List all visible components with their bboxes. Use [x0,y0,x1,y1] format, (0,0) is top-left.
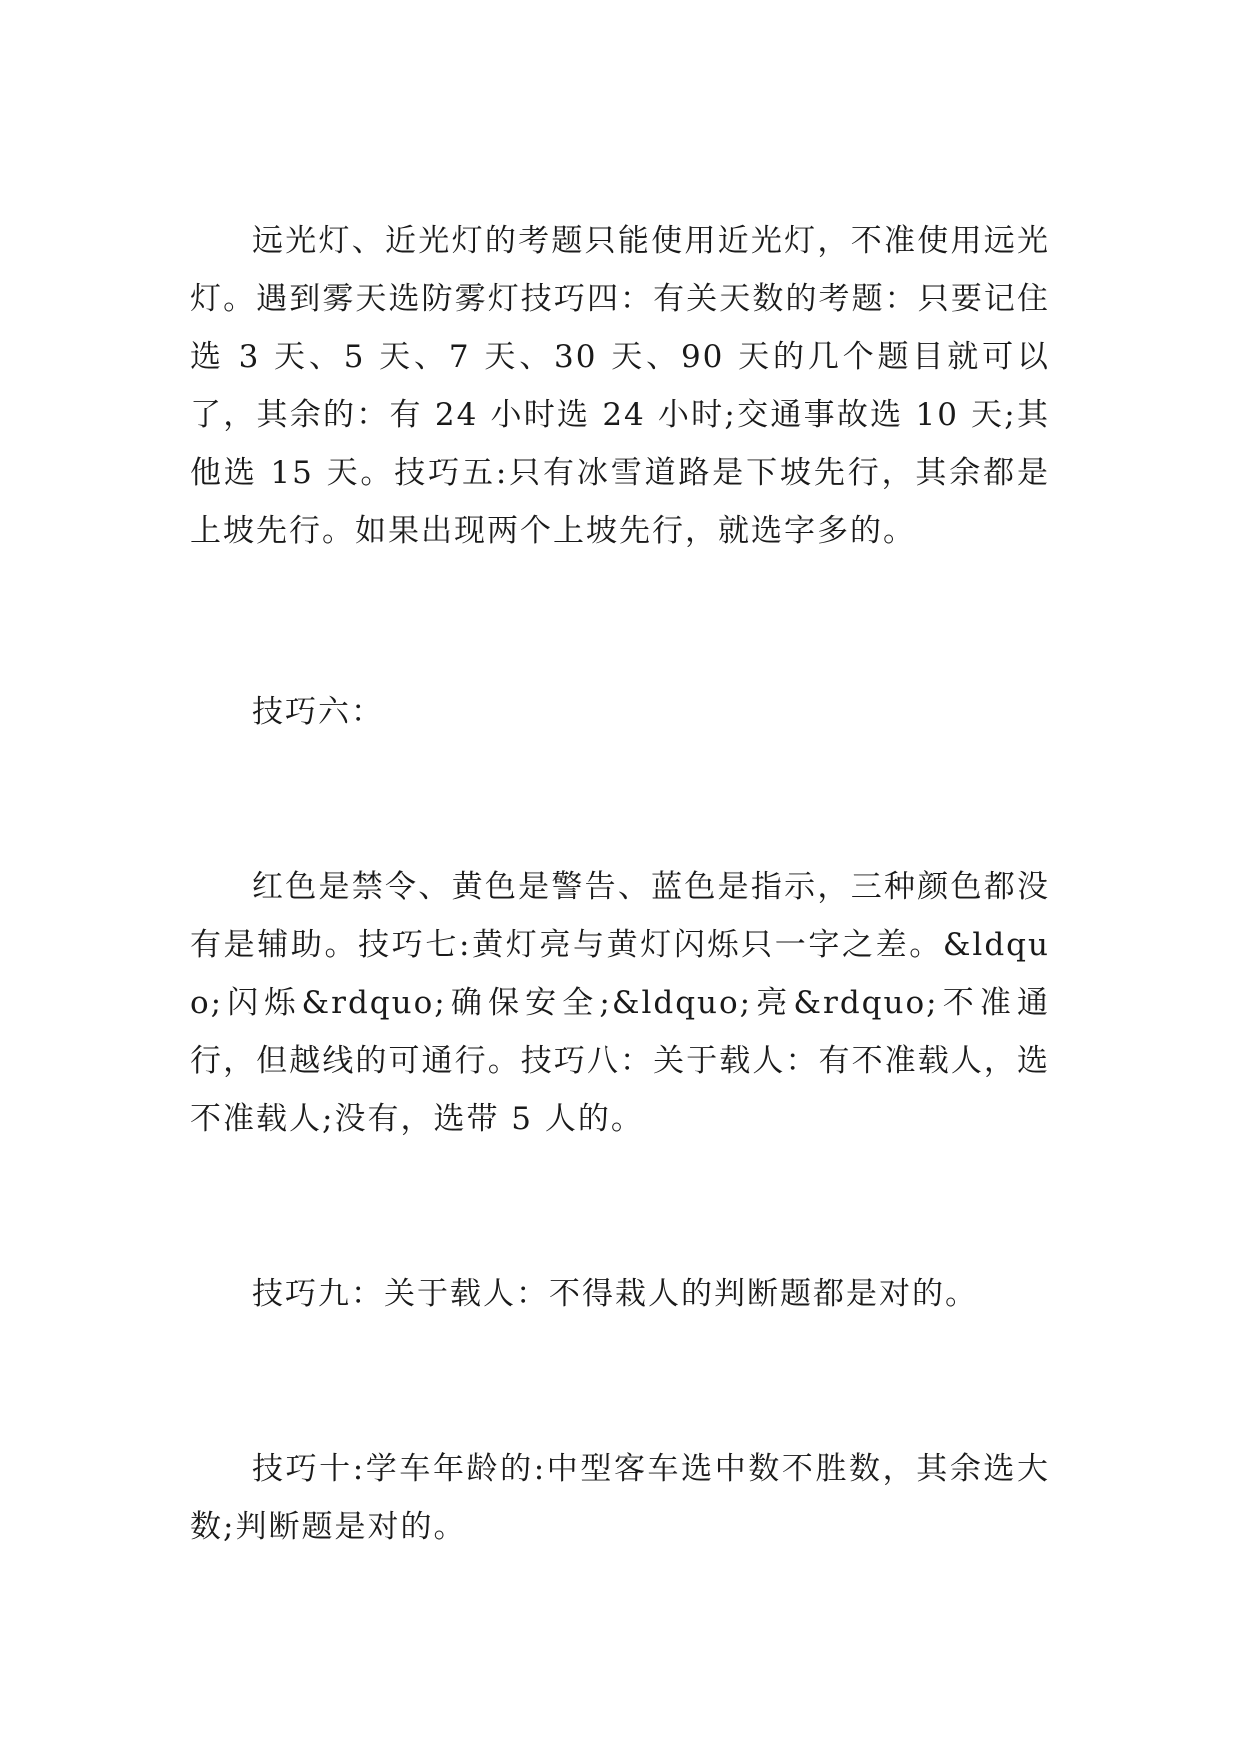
paragraph-tip-nine: 技巧九：关于载人：不得栽人的判断题都是对的。 [252,1276,978,1312]
paragraph-lights-days-slopes: 远光灯、近光灯的考题只能使用近光灯，不准使用远光灯。遇到雾天选防雾灯技巧四：有关天数的考题：只要记住选 3 天、5 天、7 天、30 天、90 天的几个题目就可以了，其余的：有 24 小时选 24 小时;交通事故选 10 天;其他选 15 天。技巧五:只有冰雪道路是下坡先行，其余都是上坡先行。如果出现两个上坡先行，就选字多的。 [190,223,1050,549]
paragraph-colors-lights-passengers: 红色是禁令、黄色是警告、蓝色是指示，三种颜色都没有是辅助。技巧七:黄灯亮与黄灯闪烁只一字之差。&ldquo;闪烁&rdquo;确保安全;&ldquo;亮&rdquo;不准通行，但越线的可通行。技巧八：关于载人：有不准载人，选不准载人;没有，选带 5 人的。 [190,869,1050,1137]
paragraph-tip-ten: 技巧十:学车年龄的:中型客车选中数不胜数，其余选大数;判断题是对的。 [190,1451,1050,1545]
paragraph-tip-six-heading: 技巧六： [252,694,384,730]
